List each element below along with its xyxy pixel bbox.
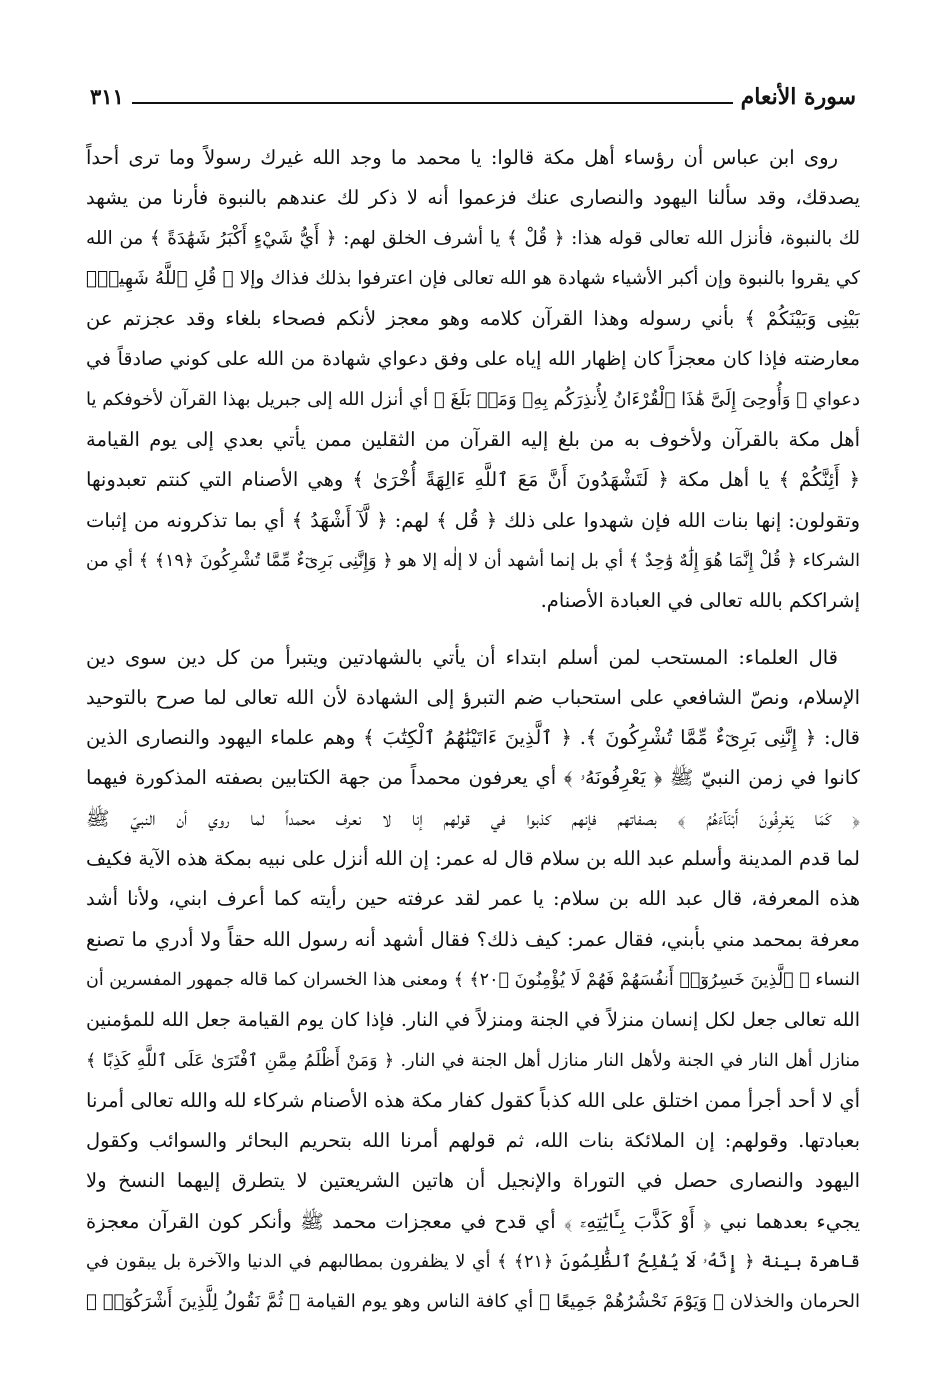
text-line: كانوا في زمن النبيّ ﷺ ﴿ يَعْرِفُونَهُۥ ﴾ أي يعرفون محمداً من جهة الكتابين بصفته المذكورة فيهما	[86, 766, 860, 790]
text-line: لك بالنبوة، فأنزل الله تعالى قوله هذا: ﴿ قُلْ ﴾ يا أشرف الخلق لهم: ﴿ أَيُّ شَيْءٍ أَكْبَرُ شَهَٰدَةً ﴾ من الله	[86, 227, 860, 249]
text-line: أي لا أحد أجرأ ممن اختلق على الله كذباً كقول كفار مكة هذه الأصنام شركاء لله والله تعالى أمرنا	[86, 1088, 860, 1112]
text-line: ﴿ كَمَا يَعْرِفُونَ أَبْنَآءَهُمُ ﴾ بصفاتهم فإنهم كذبوا في قولهم إنا لا نعرف محمداً لما روي أن النبيّ ﷺ	[86, 806, 860, 830]
text-line: قال العلماء: المستحب لمن أسلم ابتداء أن يأتي بالشهادتين ويتبرأ من كل دين سوى دين	[86, 645, 838, 669]
text-line: بَيْنِى وَبَيْنَكُمْ ﴾ بأني رسوله وهذا القرآن كلامه وهو معجز لأنكم فصحاء بلغاء وقد عجزتم عن	[86, 307, 860, 331]
text-line: دعواي ﴿ وَأُوحِىَ إِلَىَّ هَٰذَا ٱلْقُرْءَانُ لِأُنذِرَكُم بِهِۦ وَمَنۢ بَلَغَ ﴾ أي أنزل الله إلى جبريل بهذا القرآن لأخوفكم يا	[86, 388, 860, 410]
text-line: بعبادتها. وقولهم: إن الملائكة بنات الله، ثم قولهم أمرنا الله بتحريم البحائر والسوائب وكقول	[86, 1129, 860, 1153]
text-line: معرفة بمحمد مني بأبني، فقال عمر: كيف ذلك؟ فقال أشهد أنه رسول الله حقاً ولا أدري ما تصنع	[86, 927, 860, 951]
text-line: قاهرة بينة ﴿ إِنَّهُۥ لَا يُفْلِحُ ٱلظَّٰلِمُونَ ﴿٢١﴾ ﴾ أي لا يظفرون بمطالبهم في الدنيا والآخرة بل يبقون في	[86, 1252, 860, 1273]
text-line: أهل مكة بالقرآن ولأخوف به من بلغ إليه القرآن من الثقلين ممن يأتي بعدي إلى يوم القيامة	[86, 428, 860, 452]
text-line: إشراككم بالله تعالى في العبادة الأصنام.	[540, 589, 860, 613]
text-line: معارضته فإذا كان معجزاً كان إظهار الله إياه على وفق دعواي شهادة من الله على كوني صادقاً في	[86, 348, 860, 371]
text-line: قال: ﴿ إِنَّنِى بَرِىٓءٌ مِّمَّا تُشْرِكُونَ ﴾. ﴿ ٱلَّذِينَ ءَاتَيْنَٰهُمُ ٱلْكِتَٰبَ ﴾ وهم علماء اليهود والنصارى الذين	[86, 726, 860, 750]
text-line: يصدقك، وقد سألنا اليهود والنصارى عنك فزعموا أنه لا ذكر لك عندهم بالنبوة فأرنا من يشهد	[86, 186, 860, 210]
text-line: الإسلام، ونصّ الشافعي على استحباب ضم التبرؤ إلى الشهادة لأن الله تعالى لما صرح بالتوحيد	[86, 685, 860, 709]
text-line: الله تعالى جعل لكل إنسان منزلاً في الجنة ومنزلاً في النار. فإذا كان يوم القيامة جعل الله للمؤمنين	[86, 1009, 860, 1032]
text-line: اليهود والنصارى حصل في التوراة والإنجيل أن هاتين الشريعتين لا يتطرق إليهما النسخ ولا	[86, 1169, 860, 1193]
paragraph-gap	[86, 622, 860, 638]
text-line: لما قدم المدينة وأسلم عبد الله بن سلام قال له عمر: إن الله أنزل على نبيه بمكة هذه الآية فكيف	[86, 847, 860, 871]
text-line: ﴿ أَئِنَّكُمْ ﴾ يا أهل مكة ﴿ لَتَشْهَدُونَ أَنَّ مَعَ ٱللَّهِ ءَالِهَةً أُخْرَىٰ ﴾ وهي الأصنام التي كنتم تعبدونها	[86, 468, 860, 492]
text-line: الحرمان والخذلان ﴿ وَيَوْمَ نَحْشُرُهُمْ جَمِيعًا ﴾ أي كافة الناس وهو يوم القيامة ﴿ ثُمَّ نَقُولُ لِلَّذِينَ أَشْرَكُوٓا۟ ﴾	[86, 1291, 860, 1313]
text-line: النساء ﴿ ٱلَّذِينَ خَسِرُوٓا۟ أَنفُسَهُمْ فَهُمْ لَا يُؤْمِنُونَ ﴿٢٠﴾ ﴾ ومعنى هذا الخسران كما قاله جمهور المفسرين أن	[86, 969, 860, 990]
tafsir-body	[86, 138, 860, 1323]
text-line: روى ابن عباس أن رؤساء أهل مكة قالوا: يا محمد ما وجد الله غيرك رسولاً وما ترى أحداً	[86, 146, 838, 169]
text-line: وتقولون: إنها بنات الله فإن شهدوا على ذلك ﴿ قُل ﴾ لهم: ﴿ لَّآ أَشْهَدُ ﴾ أي بما تذكرونه من إثبات	[86, 508, 860, 532]
text-line: منازل أهل النار في الجنة ولأهل النار منازل أهل الجنة في النار. ﴿ وَمَنْ أَظْلَمُ مِمَّنِ ٱفْتَرَىٰ عَلَى ٱللَّهِ كَذِبًا ﴾	[86, 1050, 860, 1071]
surah-title: سورة الأنعام	[740, 84, 856, 110]
text-line: يجيء بعدهما نبي ﴿ أَوْ كَذَّبَ بِـَٔايَٰتِهِۦٓ ﴾ أي قدح في معجزات محمد ﷺ وأنكر كون القرآن معجزة	[86, 1209, 860, 1233]
header-rule	[132, 102, 733, 104]
running-header	[90, 80, 856, 110]
text-line: هذه المعرفة، قال عبد الله بن سلام: يا عمر لقد عرفته حين رأيته كما أعرف ابني، ولأنا أشد	[86, 887, 860, 911]
text-line: كي يقروا بالنبوة وإن أكبر الأشياء شهادة هو الله تعالى فإن اعترفوا بذلك فذاك وإلا ﴿ قُلِ ٱللَّهُ شَهِيدٌۢ	[86, 267, 860, 289]
paragraph	[86, 638, 860, 1323]
page-number: ٣١١	[90, 84, 124, 109]
text-line: الشركاء ﴿ قُلْ إِنَّمَا هُوَ إِلَٰهٌ وَٰحِدٌ ﴾ أي بل إنما أشهد أن لا إلٰه إلا هو ﴿ وَإِنَّنِى بَرِىٓءٌ مِّمَّا تُشْرِكُونَ ﴿١٩﴾ ﴾ أي من	[86, 550, 860, 571]
paragraph	[86, 138, 860, 622]
